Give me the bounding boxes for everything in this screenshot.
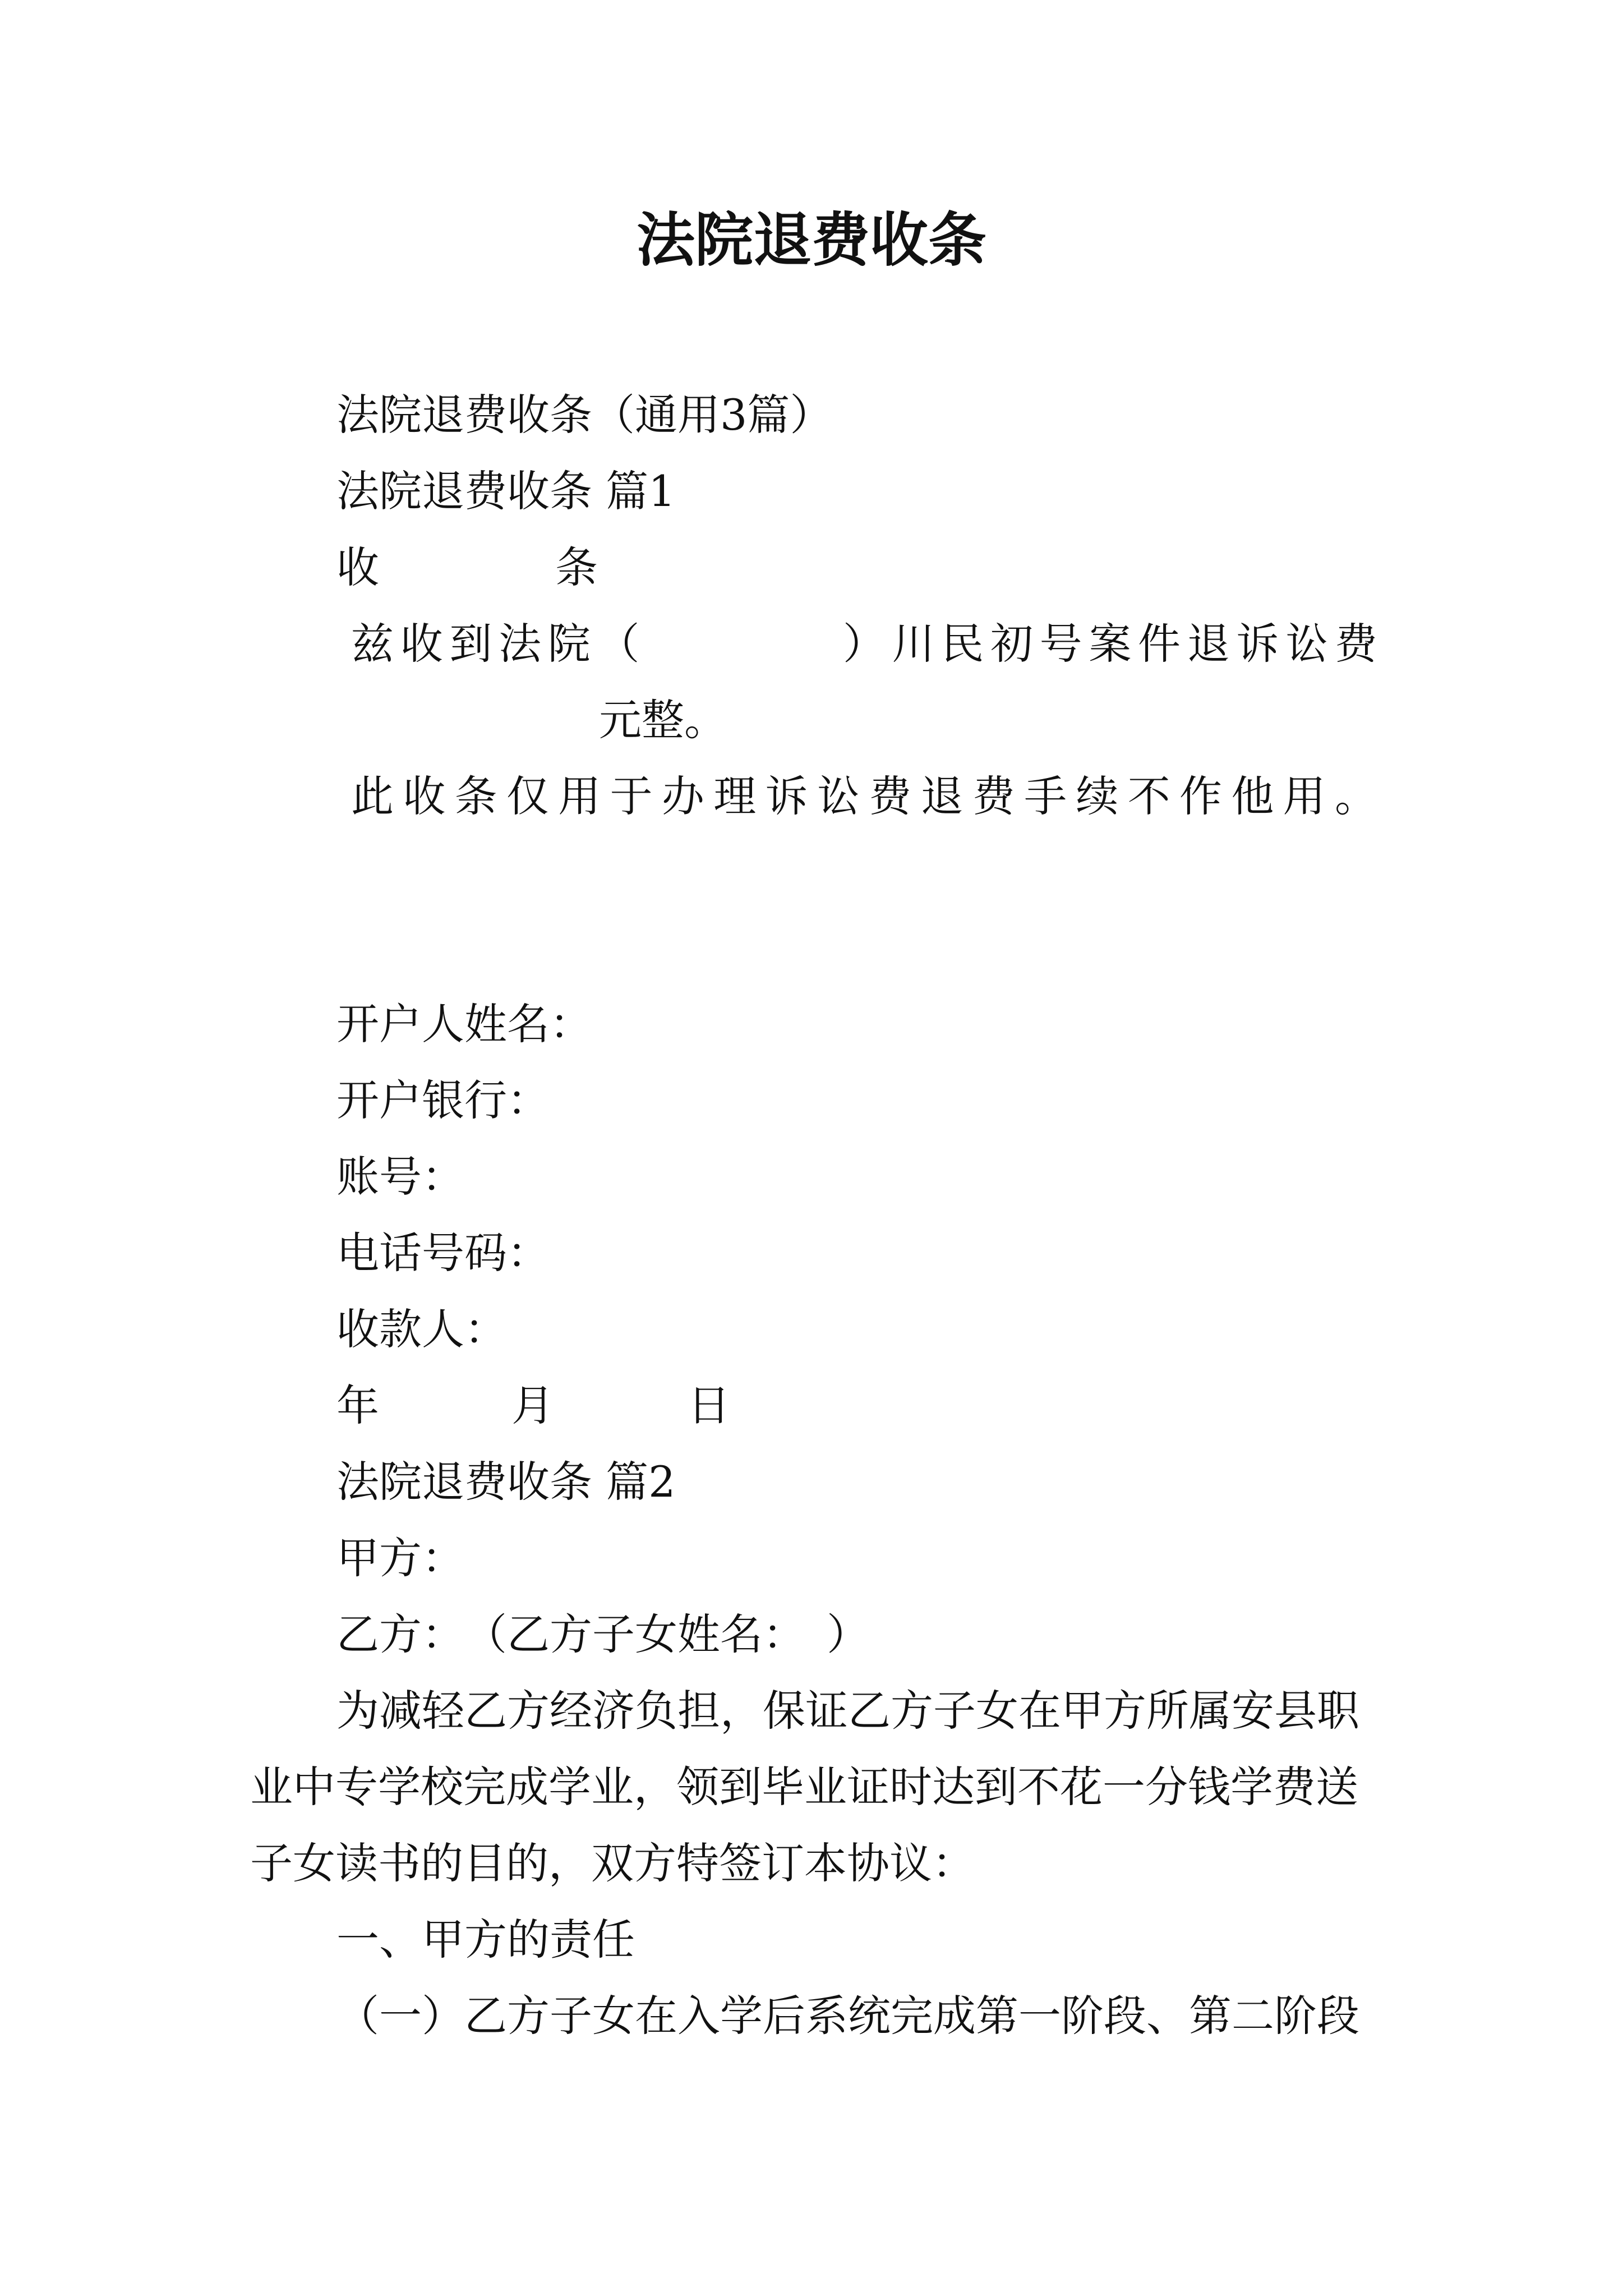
payee-field: 收款人： xyxy=(336,1304,507,1354)
agreement-paragraph-line3: 子女读书的目的，双方特签订本协议： xyxy=(250,1838,975,1888)
notice-char: 于 xyxy=(610,771,653,821)
receipt-line1-char: 兹 xyxy=(351,619,394,669)
agreement-paragraph-line2: 业中专学校完成学业，领到毕业证时达到不花一分钱学费送 xyxy=(250,1762,1358,1812)
notice-char: 办 xyxy=(661,771,704,821)
section-heading-party-a-duties: 一、甲方的责任 xyxy=(336,1915,635,1964)
notice-char: 仅 xyxy=(506,771,549,821)
receipt-char-tiao: 条 xyxy=(555,542,598,592)
receipt-line1-char: 件 xyxy=(1138,619,1181,669)
receipt-usage-notice xyxy=(351,769,1377,825)
notice-char: 。 xyxy=(1334,771,1377,821)
bank-field: 开户银行： xyxy=(336,1075,550,1125)
receipt-body-line1 xyxy=(351,616,1377,672)
party-a-field: 甲方： xyxy=(336,1533,464,1583)
receipt-line1-char: 川 xyxy=(892,619,935,669)
receipt-line1-char: 号 xyxy=(1039,619,1082,669)
date-month: 月 xyxy=(511,1381,554,1430)
clause-1: （一）乙方子女在入学后系统完成第一阶段、第二阶段 xyxy=(336,1991,1359,2041)
notice-char: 退 xyxy=(920,771,963,821)
notice-char: 讼 xyxy=(817,771,860,821)
receipt-line1-char: 到 xyxy=(449,619,492,669)
receipt-line1-char: 民 xyxy=(941,619,984,669)
party-b-field: 乙方： （乙方子女姓名： ） xyxy=(336,1609,869,1659)
notice-char: 理 xyxy=(713,771,757,821)
notice-char: 手 xyxy=(1024,771,1067,821)
notice-char: 收 xyxy=(403,771,446,821)
receipt-line1-char: ） xyxy=(842,619,886,669)
notice-char: 续 xyxy=(1076,771,1119,821)
account-holder-name-field: 开户人姓名： xyxy=(336,999,592,1049)
notice-char: 费 xyxy=(972,771,1015,821)
receipt-line1-char xyxy=(695,616,738,672)
receipt-line1-char: 退 xyxy=(1187,619,1230,669)
receipt-line1-char: 收 xyxy=(400,619,443,669)
notice-char: 用 xyxy=(1283,771,1326,821)
notice-char: 此 xyxy=(351,771,394,821)
account-number-field: 账号： xyxy=(336,1152,464,1202)
notice-char: 不 xyxy=(1127,771,1170,821)
receipt-line1-char: （ xyxy=(597,619,640,669)
date-year: 年 xyxy=(336,1381,379,1430)
document-subtitle: 法院退费收条（通用3篇） xyxy=(336,390,833,440)
notice-char: 用 xyxy=(558,771,601,821)
agreement-paragraph-line1: 为减轻乙方经济负担，保证乙方子女在甲方所属安县职 xyxy=(336,1686,1359,1736)
phone-number-field: 电话号码： xyxy=(336,1228,550,1278)
notice-char: 他 xyxy=(1231,771,1274,821)
receipt-line1-char: 院 xyxy=(547,619,591,669)
receipt-line1-char: 诉 xyxy=(1236,619,1279,669)
notice-char: 费 xyxy=(869,771,912,821)
receipt-line1-char xyxy=(794,616,836,672)
document-title: 法院退费收条 xyxy=(636,205,986,274)
notice-char: 条 xyxy=(454,771,497,821)
receipt-line1-char: 法 xyxy=(499,619,542,669)
notice-char: 作 xyxy=(1179,771,1222,821)
receipt-char-shou: 收 xyxy=(336,542,379,592)
receipt-line1-char: 讼 xyxy=(1285,619,1329,669)
date-day: 日 xyxy=(688,1381,730,1430)
piece2-heading: 法院退费收条 篇2 xyxy=(336,1457,676,1507)
receipt-body-line2: 元整。 xyxy=(599,695,727,745)
receipt-line1-char xyxy=(646,616,689,672)
receipt-line1-char: 费 xyxy=(1334,619,1377,669)
notice-char: 诉 xyxy=(765,771,808,821)
receipt-line1-char: 初 xyxy=(990,619,1033,669)
receipt-line1-char xyxy=(745,616,787,672)
piece1-heading: 法院退费收条 篇1 xyxy=(336,466,676,516)
receipt-line1-char: 案 xyxy=(1089,619,1132,669)
